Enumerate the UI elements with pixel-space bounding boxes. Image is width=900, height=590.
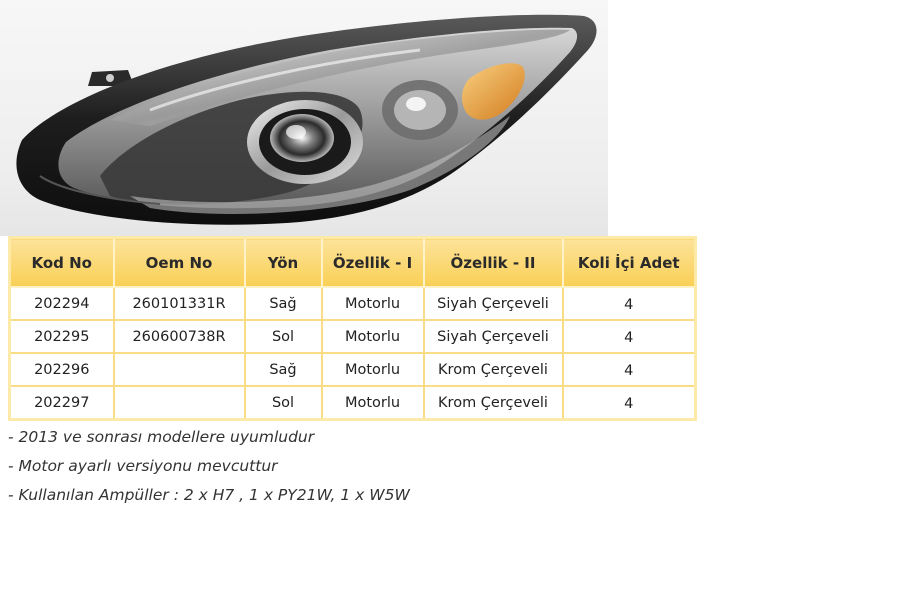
cell-ozellik-2: Krom Çerçeveli — [424, 386, 563, 420]
cell-oem-no: 260600738R — [114, 320, 245, 353]
table-row — [10, 287, 696, 320]
header-ozellik-2: Özellik - II — [424, 238, 563, 288]
table-row — [10, 320, 696, 353]
cell-ozellik-2: Siyah Çerçeveli — [424, 287, 563, 320]
cell-ozellik-1: Motorlu — [322, 353, 424, 386]
cell-koli-ici-adet: 4 — [563, 320, 696, 353]
cell-koli-ici-adet: 4 — [563, 353, 696, 386]
header-koli-ici-adet: Koli İçi Adet — [563, 238, 696, 288]
cell-koli-ici-adet: 4 — [563, 287, 696, 320]
headlight-product-photo — [0, 0, 608, 236]
header-ozellik-1: Özellik - I — [322, 238, 424, 288]
table-row — [10, 353, 696, 386]
table-header-row — [10, 238, 696, 288]
header-oem-no: Oem No — [114, 238, 245, 288]
cell-yon: Sol — [245, 320, 322, 353]
header-yon: Yön — [245, 238, 322, 288]
cell-ozellik-2: Siyah Çerçeveli — [424, 320, 563, 353]
header-kod-no: Kod No — [10, 238, 114, 288]
cell-yon: Sağ — [245, 353, 322, 386]
cell-kod-no: 202294 — [10, 287, 114, 320]
cell-yon: Sol — [245, 386, 322, 420]
cell-ozellik-1: Motorlu — [322, 320, 424, 353]
note-motor-version: - Motor ayarlı versiyonu mevcuttur — [8, 457, 278, 475]
cell-kod-no: 202296 — [10, 353, 114, 386]
cell-oem-no — [114, 353, 245, 386]
product-spec-table — [8, 236, 697, 421]
cell-ozellik-1: Motorlu — [322, 287, 424, 320]
table-row — [10, 386, 696, 420]
cell-ozellik-2: Krom Çerçeveli — [424, 353, 563, 386]
note-bulbs: - Kullanılan Ampüller : 2 x H7 , 1 x PY21W, 1 x W5W — [8, 486, 410, 504]
cell-oem-no: 260101331R — [114, 287, 245, 320]
cell-koli-ici-adet: 4 — [624, 396, 634, 412]
product-notes — [8, 424, 478, 511]
cell-yon: Sağ — [245, 287, 322, 320]
cell-ozellik-1: Motorlu — [322, 386, 424, 420]
cell-oem-no — [114, 386, 245, 420]
note-compatibility: - 2013 ve sonrası modellere uyumludur — [8, 428, 315, 446]
cell-kod-no: 202295 — [10, 320, 114, 353]
cell-kod-no: 202297 — [10, 386, 114, 420]
headlight-illustration — [0, 0, 608, 236]
